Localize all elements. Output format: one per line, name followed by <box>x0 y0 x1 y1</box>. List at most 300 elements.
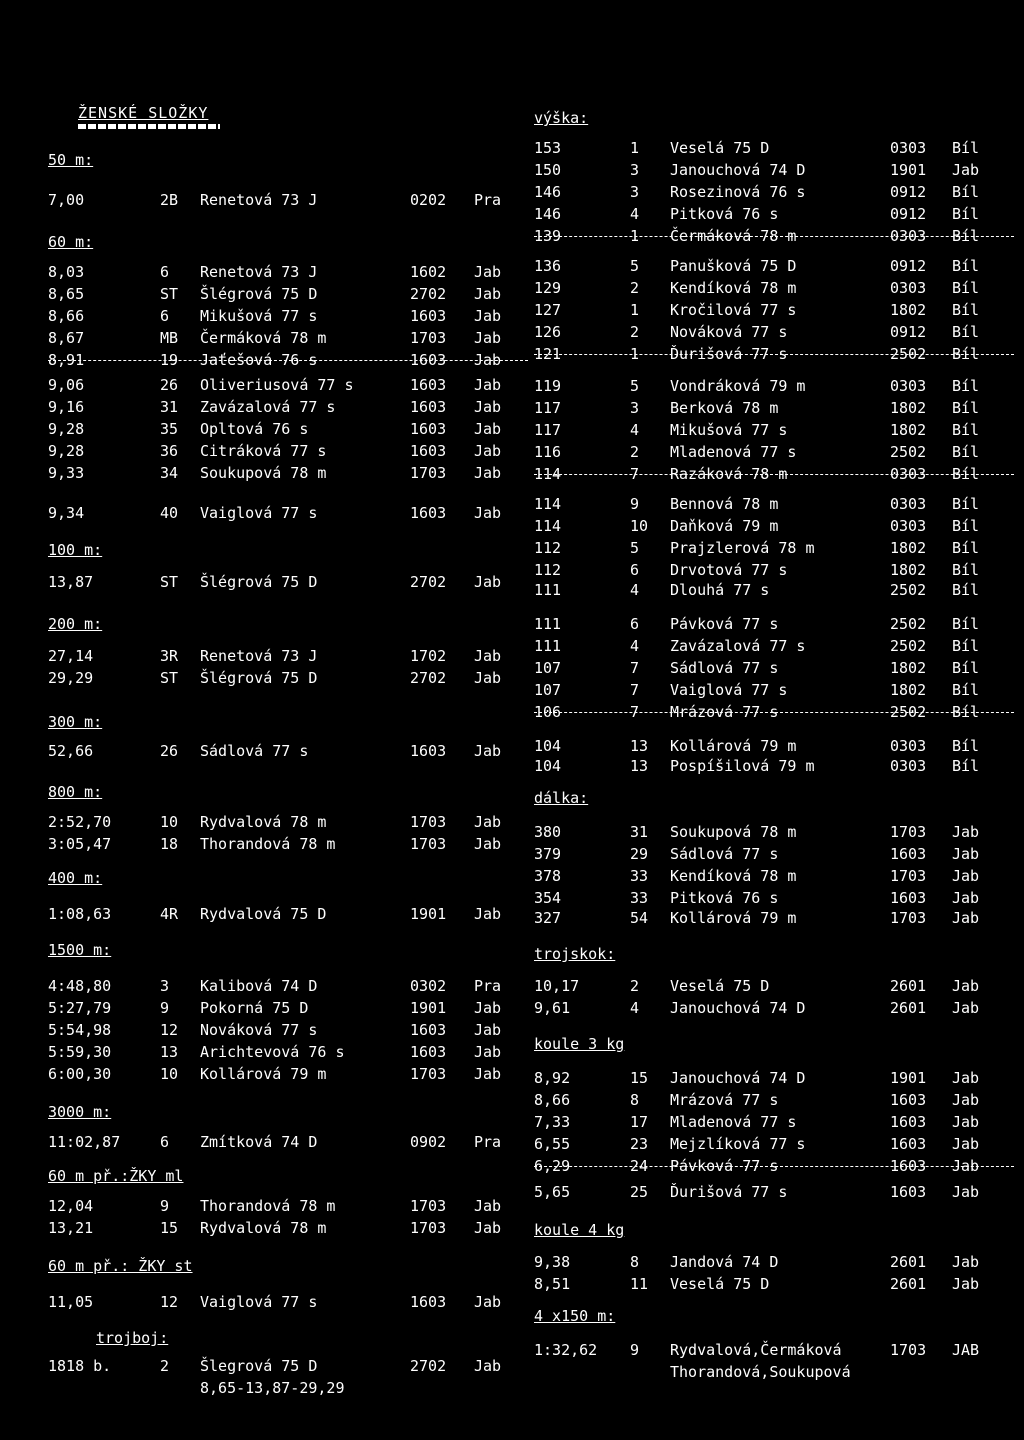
result-value: 127 <box>534 301 562 319</box>
athlete-name: Nováková 77 s <box>200 1021 318 1039</box>
athlete-name: Pávková 77 s <box>670 1157 779 1175</box>
result-value: 9,38 <box>534 1253 571 1271</box>
date-code: 1603 <box>410 742 447 760</box>
date-code: 1603 <box>890 889 927 907</box>
athlete-name: Pitková 76 s <box>670 205 779 223</box>
date-code: 0202 <box>410 191 447 209</box>
left-section-heading: 200 m: <box>48 615 103 633</box>
date-code: 2502 <box>890 345 927 363</box>
result-value: 107 <box>534 659 562 677</box>
placement: 40 <box>160 504 179 522</box>
placement: 2 <box>630 323 640 341</box>
date-code: 1703 <box>410 329 447 347</box>
placement: 5 <box>630 257 640 275</box>
athlete-name: Sádlová 77 s <box>200 742 309 760</box>
date-code: 1901 <box>410 905 447 923</box>
placement: 9 <box>630 495 640 513</box>
date-code: 1703 <box>410 1219 447 1237</box>
athlete-name: Thorandová 78 m <box>200 835 336 853</box>
placement: 3 <box>630 183 640 201</box>
venue-code: Bíl <box>952 517 980 535</box>
athlete-name: Sádlová 77 s <box>670 659 779 677</box>
result-value: 5:27,79 <box>48 999 112 1017</box>
venue-code: Bíl <box>952 377 980 395</box>
dashed-divider <box>534 474 1014 475</box>
date-code: 1603 <box>410 376 447 394</box>
athlete-name: Soukupová 78 m <box>200 464 327 482</box>
athlete-name: Berková 78 m <box>670 399 779 417</box>
date-code: 1703 <box>410 464 447 482</box>
date-code: 1603 <box>410 398 447 416</box>
date-code: 1702 <box>410 647 447 665</box>
result-value: 380 <box>534 823 562 841</box>
venue-code: Bíl <box>952 757 980 775</box>
venue-code: Jab <box>474 263 502 281</box>
athlete-name: Šlégrová 75 D <box>200 669 318 687</box>
athlete-name: Ďurišová 77 s <box>670 1183 788 1201</box>
athlete-name: Veselá 75 D <box>670 1275 770 1293</box>
venue-code: Pra <box>474 191 502 209</box>
venue-code: Bíl <box>952 443 980 461</box>
date-code: 2502 <box>890 581 927 599</box>
venue-code: Jab <box>952 1135 980 1153</box>
placement: 29 <box>630 845 649 863</box>
venue-code: Bíl <box>952 227 980 245</box>
date-code: 2502 <box>890 703 927 721</box>
placement: 12 <box>160 1021 179 1039</box>
date-code: 1901 <box>890 1069 927 1087</box>
left-section-heading: 60 m př.: ŽKY st <box>48 1257 193 1275</box>
venue-code: Bíl <box>952 421 980 439</box>
athlete-name: Arichtevová 76 s <box>200 1043 345 1061</box>
result-value: 8,65 <box>48 285 85 303</box>
athlete-name: Rydvalová,Čermáková <box>670 1341 842 1359</box>
left-section-heading: 60 m př.:ŽKY ml <box>48 1167 184 1185</box>
result-value: 6:00,30 <box>48 1065 112 1083</box>
result-value: 4:48,80 <box>48 977 112 995</box>
result-value: 136 <box>534 257 562 275</box>
result-value: 9,06 <box>48 376 85 394</box>
result-value: 146 <box>534 205 562 223</box>
date-code: 1703 <box>890 823 927 841</box>
left-section-heading: trojboj: <box>96 1329 169 1347</box>
placement: 1 <box>630 227 640 245</box>
date-code: 1802 <box>890 399 927 417</box>
placement: 25 <box>630 1183 649 1201</box>
date-code: 1703 <box>410 813 447 831</box>
date-code: 1603 <box>410 420 447 438</box>
left-section-heading: 60 m: <box>48 233 94 251</box>
placement: 6 <box>160 307 170 325</box>
venue-code: Jab <box>952 161 980 179</box>
date-code: 0303 <box>890 737 927 755</box>
venue-code: Bíl <box>952 257 980 275</box>
right-section-heading: koule 3 kg <box>534 1035 625 1053</box>
venue-code: Jab <box>474 504 502 522</box>
result-value: 9,33 <box>48 464 85 482</box>
date-code: 2502 <box>890 637 927 655</box>
result-value: 10,17 <box>534 977 580 995</box>
result-value: 119 <box>534 377 562 395</box>
placement: 36 <box>160 442 179 460</box>
venue-code: Jab <box>952 999 980 1017</box>
date-code: 0302 <box>410 977 447 995</box>
result-value: 112 <box>534 561 562 579</box>
dashed-divider <box>48 360 528 361</box>
date-code: 0303 <box>890 757 927 775</box>
athlete-name: Renetová 73 J <box>200 263 318 281</box>
date-code: 1603 <box>890 1135 927 1153</box>
date-code: 2702 <box>410 1357 447 1375</box>
result-value: 121 <box>534 345 562 363</box>
date-code: 2601 <box>890 1275 927 1293</box>
placement: 13 <box>630 757 649 775</box>
venue-code: Jab <box>952 1091 980 1109</box>
placement: 1 <box>630 301 640 319</box>
result-value: 29,29 <box>48 669 94 687</box>
athlete-name: Janouchová 74 D <box>670 1069 806 1087</box>
date-code: 2702 <box>410 573 447 591</box>
date-code: 0303 <box>890 465 927 483</box>
athlete-name: Razáková 78 m <box>670 465 788 483</box>
athlete-name: Zavázalová 77 s <box>670 637 806 655</box>
date-code: 0902 <box>410 1133 447 1151</box>
placement: 13 <box>160 1043 179 1061</box>
date-code: 0912 <box>890 323 927 341</box>
date-code: 1603 <box>410 351 447 369</box>
placement: 31 <box>630 823 649 841</box>
date-code: 1703 <box>890 909 927 927</box>
athlete-name: Pospíšilová 79 m <box>670 757 815 775</box>
athlete-name: Citráková 77 s <box>200 442 327 460</box>
result-value: 8,66 <box>48 307 85 325</box>
placement: 2 <box>160 1357 170 1375</box>
placement: 34 <box>160 464 179 482</box>
date-code: 1603 <box>410 504 447 522</box>
placement: 7 <box>630 681 640 699</box>
athlete-name: Mladenová 77 s <box>670 443 797 461</box>
result-value: 8,67 <box>48 329 85 347</box>
athlete-name: Kročilová 77 s <box>670 301 797 319</box>
athlete-name: Vaiglová 77 s <box>670 681 788 699</box>
venue-code: Jab <box>474 464 502 482</box>
venue-code: Pra <box>474 1133 502 1151</box>
venue-code: Jab <box>474 813 502 831</box>
athlete-name: Pitková 76 s <box>670 889 779 907</box>
venue-code: Jab <box>952 845 980 863</box>
venue-code: Jab <box>474 420 502 438</box>
venue-code: JAB <box>952 1341 980 1359</box>
placement: 4 <box>630 581 640 599</box>
result-value: 11,05 <box>48 1293 94 1311</box>
venue-code: Jab <box>952 1113 980 1131</box>
result-value: 146 <box>534 183 562 201</box>
result-value: 5:59,30 <box>48 1043 112 1061</box>
placement: 3 <box>630 399 640 417</box>
athlete-name: Janouchová 74 D <box>670 161 806 179</box>
athlete-name: Pávková 77 s <box>670 615 779 633</box>
result-value: 129 <box>534 279 562 297</box>
athlete-name: Šlegrová 75 D <box>200 1357 318 1375</box>
venue-code: Jab <box>474 669 502 687</box>
venue-code: Bíl <box>952 495 980 513</box>
right-section-heading: dálka: <box>534 789 589 807</box>
placement: 12 <box>160 1293 179 1311</box>
date-code: 1603 <box>890 1183 927 1201</box>
date-code: 2601 <box>890 1253 927 1271</box>
result-value: 1818 b. <box>48 1357 112 1375</box>
venue-code: Bíl <box>952 399 980 417</box>
venue-code: Bíl <box>952 139 980 157</box>
venue-code: Jab <box>474 376 502 394</box>
left-section-heading: 300 m: <box>48 713 103 731</box>
athlete-name: Rydvalová 78 m <box>200 813 327 831</box>
venue-code: Jab <box>952 1069 980 1087</box>
result-value: 114 <box>534 517 562 535</box>
result-value: 104 <box>534 737 562 755</box>
dashed-divider <box>534 712 1014 713</box>
placement: ST <box>160 669 179 687</box>
athlete-name: Rosezinová 76 s <box>670 183 806 201</box>
result-value: 9,28 <box>48 442 85 460</box>
date-code: 2601 <box>890 977 927 995</box>
venue-code: Jab <box>474 1293 502 1311</box>
venue-code: Bíl <box>952 183 980 201</box>
venue-code: Jab <box>952 889 980 907</box>
athlete-name: Kendíková 78 m <box>670 867 797 885</box>
placement: 4R <box>160 905 179 923</box>
dashed-divider <box>534 236 1014 237</box>
venue-code: Jab <box>474 351 502 369</box>
result-value: 52,66 <box>48 742 94 760</box>
date-code: 0912 <box>890 205 927 223</box>
left-section-heading: 3000 m: <box>48 1103 112 1121</box>
date-code: 1802 <box>890 681 927 699</box>
result-value: 6,29 <box>534 1157 571 1175</box>
date-code: 1603 <box>410 1043 447 1061</box>
placement: 7 <box>630 465 640 483</box>
result-value: 3:05,47 <box>48 835 112 853</box>
result-value: 6,55 <box>534 1135 571 1153</box>
placement: 19 <box>160 351 179 369</box>
result-value: 327 <box>534 909 562 927</box>
placement: 3 <box>630 161 640 179</box>
athlete-name: Drvotová 77 s <box>670 561 788 579</box>
date-code: 2601 <box>890 999 927 1017</box>
athlete-name: Mrázová 77 s <box>670 703 779 721</box>
athlete-name: Mikušová 77 s <box>200 307 318 325</box>
result-value: 1:32,62 <box>534 1341 598 1359</box>
athlete-name: Šlégrová 75 D <box>200 573 318 591</box>
placement: 1 <box>630 345 640 363</box>
athlete-name: Oliveriusová 77 s <box>200 376 354 394</box>
result-value: 8,51 <box>534 1275 571 1293</box>
placement: 6 <box>160 1133 170 1151</box>
athlete-name: Kollárová 79 m <box>670 737 797 755</box>
result-value: 153 <box>534 139 562 157</box>
placement: 23 <box>630 1135 649 1153</box>
athlete-name: Kendíková 78 m <box>670 279 797 297</box>
result-value: 5:54,98 <box>48 1021 112 1039</box>
athlete-name: Vaiglová 77 s <box>200 1293 318 1311</box>
athlete-name: Jaťešová 76 s <box>200 351 318 369</box>
venue-code: Jab <box>474 1065 502 1083</box>
athlete-name: Daňková 79 m <box>670 517 779 535</box>
result-value: 7,00 <box>48 191 85 209</box>
date-code: 1901 <box>890 161 927 179</box>
venue-code: Bíl <box>952 279 980 297</box>
athlete-name: Zavázalová 77 s <box>200 398 336 416</box>
venue-code: Jab <box>474 1197 502 1215</box>
placement: MB <box>160 329 179 347</box>
placement: 26 <box>160 742 179 760</box>
date-code: 1802 <box>890 561 927 579</box>
date-code: 1603 <box>890 1113 927 1131</box>
venue-code: Jab <box>474 398 502 416</box>
left-section-heading: 800 m: <box>48 783 103 801</box>
venue-code: Bíl <box>952 737 980 755</box>
athlete-name: Panušková 75 D <box>670 257 797 275</box>
athlete-name: Čermáková 78 m <box>670 227 797 245</box>
result-value: 379 <box>534 845 562 863</box>
date-code: 0303 <box>890 377 927 395</box>
athlete-name: Thorandová 78 m <box>200 1197 336 1215</box>
venue-code: Jab <box>474 1357 502 1375</box>
athlete-name: Soukupová 78 m <box>670 823 797 841</box>
date-code: 1603 <box>410 1021 447 1039</box>
athlete-name: Veselá 75 D <box>670 139 770 157</box>
placement: 1 <box>630 139 640 157</box>
date-code: 0912 <box>890 183 927 201</box>
placement: 8 <box>630 1091 640 1109</box>
result-value: 104 <box>534 757 562 775</box>
athlete-name: Janouchová 74 D <box>670 999 806 1017</box>
result-value: 114 <box>534 465 562 483</box>
date-code: 2702 <box>410 669 447 687</box>
result-value: 9,16 <box>48 398 85 416</box>
athlete-name: Nováková 77 s <box>670 323 788 341</box>
result-value: 9,61 <box>534 999 571 1017</box>
venue-code: Jab <box>952 1253 980 1271</box>
venue-code: Bíl <box>952 345 980 363</box>
left-section-heading: 1500 m: <box>48 941 112 959</box>
result-value: 116 <box>534 443 562 461</box>
placement: 33 <box>630 867 649 885</box>
venue-code: Jab <box>952 909 980 927</box>
date-code: 1603 <box>410 1293 447 1311</box>
placement: 10 <box>160 813 179 831</box>
placement: 6 <box>630 561 640 579</box>
placement: 54 <box>630 909 649 927</box>
placement: 2 <box>630 977 640 995</box>
venue-code: Jab <box>952 1183 980 1201</box>
placement: 4 <box>630 205 640 223</box>
athlete-name: Mladenová 77 s <box>670 1113 797 1131</box>
venue-code: Jab <box>474 442 502 460</box>
athlete-name: Opltová 76 s <box>200 420 309 438</box>
left-section-note: 8,65-13,87-29,29 <box>200 1379 345 1397</box>
result-value: 106 <box>534 703 562 721</box>
result-value: 9,28 <box>48 420 85 438</box>
venue-code: Bíl <box>952 323 980 341</box>
date-code: 1703 <box>890 867 927 885</box>
left-section-heading: 400 m: <box>48 869 103 887</box>
result-value: 7,33 <box>534 1113 571 1131</box>
athlete-name: Renetová 73 J <box>200 191 318 209</box>
athlete-name: Rydvalová 75 D <box>200 905 327 923</box>
placement: 4 <box>630 421 640 439</box>
placement: ST <box>160 285 179 303</box>
placement: 10 <box>160 1065 179 1083</box>
result-value: 114 <box>534 495 562 513</box>
placement: 9 <box>630 1341 640 1359</box>
venue-code: Bíl <box>952 301 980 319</box>
right-section-note: Thorandová,Soukupová <box>670 1363 851 1381</box>
date-code: 1703 <box>410 1197 447 1215</box>
venue-code: Jab <box>474 647 502 665</box>
venue-code: Jab <box>474 1021 502 1039</box>
venue-code: Jab <box>474 905 502 923</box>
athlete-name: Dlouhá 77 s <box>670 581 770 599</box>
athlete-name: Kollárová 79 m <box>200 1065 327 1083</box>
date-code: 1602 <box>410 263 447 281</box>
placement: 4 <box>630 637 640 655</box>
date-code: 1603 <box>410 442 447 460</box>
result-value: 354 <box>534 889 562 907</box>
venue-code: Bíl <box>952 581 980 599</box>
date-code: 0303 <box>890 139 927 157</box>
venue-code: Bíl <box>952 539 980 557</box>
date-code: 1603 <box>890 845 927 863</box>
result-value: 12,04 <box>48 1197 94 1215</box>
venue-code: Bíl <box>952 637 980 655</box>
result-value: 13,21 <box>48 1219 94 1237</box>
date-code: 1802 <box>890 539 927 557</box>
placement: 24 <box>630 1157 649 1175</box>
result-value: 2:52,70 <box>48 813 112 831</box>
date-code: 1603 <box>890 1091 927 1109</box>
athlete-name: Mejzlíková 77 s <box>670 1135 806 1153</box>
venue-code: Jab <box>474 1043 502 1061</box>
date-code: 1802 <box>890 659 927 677</box>
result-value: 139 <box>534 227 562 245</box>
venue-code: Jab <box>474 999 502 1017</box>
athlete-name: Čermáková 78 m <box>200 329 327 347</box>
date-code: 0912 <box>890 257 927 275</box>
result-value: 111 <box>534 581 562 599</box>
athlete-name: Mrázová 77 s <box>670 1091 779 1109</box>
venue-code: Jab <box>952 1275 980 1293</box>
athlete-name: Zmítková 74 D <box>200 1133 318 1151</box>
placement: 6 <box>630 615 640 633</box>
result-value: 8,03 <box>48 263 85 281</box>
placement: 2 <box>630 279 640 297</box>
placement: 7 <box>630 659 640 677</box>
result-value: 5,65 <box>534 1183 571 1201</box>
venue-code: Jab <box>952 977 980 995</box>
venue-code: Bíl <box>952 703 980 721</box>
date-code: 1603 <box>410 307 447 325</box>
date-code: 0303 <box>890 517 927 535</box>
left-section-heading: 100 m: <box>48 541 103 559</box>
result-value: 111 <box>534 615 562 633</box>
right-section-heading: výška: <box>534 109 589 127</box>
venue-code: Jab <box>952 1157 980 1175</box>
date-code: 1603 <box>890 1157 927 1175</box>
athlete-name: Vondráková 79 m <box>670 377 806 395</box>
venue-code: Jab <box>952 867 980 885</box>
date-code: 1802 <box>890 421 927 439</box>
